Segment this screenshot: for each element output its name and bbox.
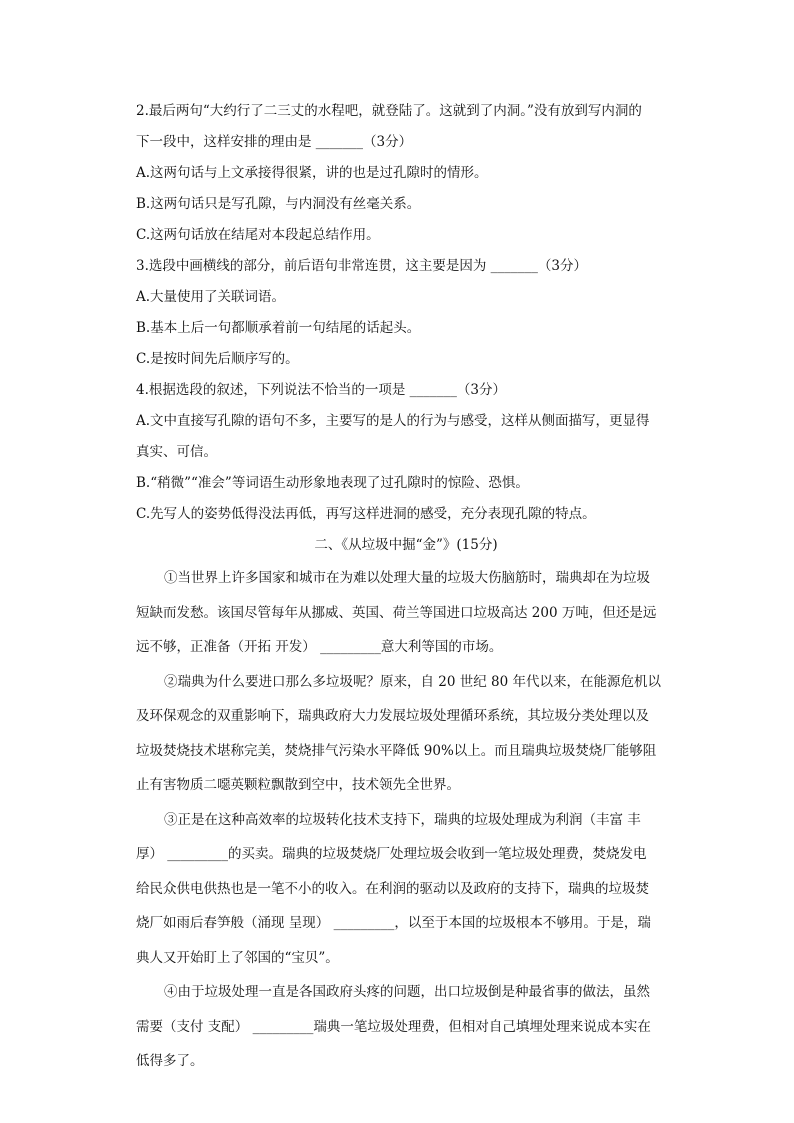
question-3-option-b: B.基本上后一句都顺承着前一句结尾的话起头。 <box>136 320 421 336</box>
paragraph-1 <box>136 561 676 665</box>
paragraph-2-line: 止有害物质二噁英颗粒飘散到空中，技术领先全世界。 <box>136 777 460 793</box>
question-4-option-b: B.“稍微”“准会”等词语生动形象地表现了过孔隙时的惊险、恐惧。 <box>136 475 529 491</box>
paragraph-1-line: 远不够，正准备（开拓 开发） _________意大利等国的市场。 <box>136 639 503 655</box>
paragraph-3-line: 烧厂如雨后春笋般（涌现 呈现） _________，以至于本国的垃圾根本不够用。于是，瑞 <box>136 915 651 931</box>
question-2 <box>136 96 676 251</box>
question-2-option-b: B.这两句话只是写孔隙，与内洞没有丝毫关系。 <box>136 196 421 212</box>
question-3-option-a: A.大量使用了关联词语。 <box>136 289 286 305</box>
document-page <box>136 96 676 1079</box>
question-4 <box>136 375 676 530</box>
paragraph-2-line: ②瑞典为什么要进口那么多垃圾呢？原来，自 20 世纪 80 年代以来，在能源危机以 <box>164 673 662 690</box>
question-4-option-a-line-1: A.文中直接写孔隙的语句不多，主要写的是人的行为与感受，这样从侧面描写，更显得 <box>136 413 650 429</box>
question-2-option-a: A.这两句话与上文承接得很紧，讲的也是过孔隙时的情形。 <box>136 165 488 181</box>
question-3-stem: 3.选段中画横线的部分，前后语句非常连贯，这主要是因为 _______（3分） <box>136 258 588 274</box>
paragraph-3-line: 给民众供电供热也是一笔不小的收入。在利润的驱动以及政府的支持下，瑞典的垃圾焚 <box>136 880 649 897</box>
paragraph-2-line: 及环保观念的双重影响下，瑞典政府大力发展垃圾处理循环系统，其垃圾分类处理以及 <box>136 708 649 724</box>
question-2-stem-line-2: 下一段中，这样安排的理由是 _______（3分） <box>136 134 413 150</box>
paragraph-3-line: 典人又开始盯上了邻国的“宝贝”。 <box>136 949 339 966</box>
question-2-stem-line-1: 2.最后两句“大约行了二三丈的水程吧，就登陆了。这就到了内洞。”没有放到写内洞的 <box>136 103 642 119</box>
question-4-option-c: C.先写人的姿势低得没法再低，再写这样进洞的感受，充分表现孔隙的特点。 <box>136 506 596 522</box>
question-4-stem: 4.根据选段的叙述，下列说法不恰当的一项是 _______（3分） <box>136 382 507 398</box>
paragraph-4-line: ④由于垃圾处理一直是各国政府头疼的问题，出口垃圾倒是种最省事的做法，虽然 <box>164 984 650 1000</box>
paragraph-4 <box>136 975 676 1079</box>
paragraph-1-line: 短缺而发愁。该国尽管每年从挪威、英国、荷兰等国进口垃圾高达 200 万吨，但还是远 <box>136 604 657 621</box>
question-2-option-c: C.这两句话放在结尾对本段起总结作用。 <box>136 227 380 243</box>
question-3 <box>136 251 676 375</box>
section-2-title: 二、《从垃圾中掘“金”》(15分) <box>314 537 498 553</box>
paragraph-4-line: 低得多了。 <box>136 1053 204 1069</box>
paragraph-3-line: ③正是在这种高效率的垃圾转化技术支持下，瑞典的垃圾处理成为利润（丰富 丰 <box>164 811 641 828</box>
paragraph-3-line: 厚） _________的买卖。瑞典的垃圾焚烧厂处理垃圾会收到一笔垃圾处理费，焚烧发电 <box>136 846 647 862</box>
question-3-option-c: C.是按时间先后顺序写的。 <box>136 351 299 367</box>
paragraph-2 <box>136 665 676 803</box>
paragraph-1-line: ①当世界上许多国家和城市在为难以处理大量的垃圾大伤脑筋时，瑞典却在为垃圾 <box>164 570 650 586</box>
paragraph-4-line: 需要（支付 支配） _________瑞典一笔垃圾处理费，但相对自己填埋处理来说成本实在 <box>136 1018 651 1035</box>
question-4-option-a-line-2: 真实、可信。 <box>136 444 217 460</box>
paragraph-3 <box>136 803 676 976</box>
paragraph-2-line: 垃圾焚烧技术堪称完美，焚烧排气污染水平降低 90%以上。而且瑞典垃圾焚烧厂能够阻 <box>136 742 657 759</box>
